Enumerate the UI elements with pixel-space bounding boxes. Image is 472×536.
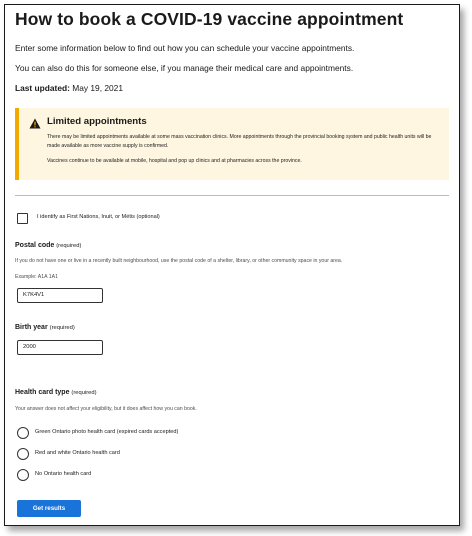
health-card-option-red-white[interactable]: Red and white Ontario health card [35,450,120,456]
health-card-radio-green[interactable] [17,427,29,439]
last-updated-value: May 19, 2021 [72,83,123,93]
alert-text-2: Vaccines continue to be available at mobile, hospital and pop up clinics and at pharmacies across the province. [47,158,302,164]
health-card-option-none[interactable]: No Ontario health card [35,471,92,477]
health-card-hint: Your answer does not affect your eligibility, but it does affect how you can book. [15,406,197,412]
postal-code-example: Example: A1A 1A1 [15,274,58,280]
intro-text-2: You can also do this for someone else, if you manage their medical care and appointments. [15,63,354,73]
limited-appointments-alert [15,108,449,180]
health-card-label [15,389,97,396]
indigenous-checkbox-label[interactable]: I identify as First Nations, Inuit, or Métis (optional) [37,214,160,220]
postal-code-input[interactable]: K7K4V1 [17,288,103,303]
indigenous-checkbox[interactable] [17,213,28,224]
postal-code-label [15,242,81,249]
health-card-radio-none[interactable] [17,469,29,481]
get-results-button[interactable]: Get results [17,500,81,517]
health-card-option-green[interactable]: Green Ontario photo health card (expired cards accepted) [35,429,179,435]
birth-year-label-text: Birth year [15,324,48,331]
postal-code-required: (required) [56,243,82,249]
alert-text-1: There may be limited appointments available at some mass vaccination clinics. More appointments through the provincial booking system and public health units will be made available as more vaccine supply is confirmed. [47,134,432,149]
section-divider [15,195,449,196]
postal-code-hint: If you do not have one or live in a recently built neighbourhood, use the postal code of a shelter, library, or other community space in your area. [15,258,343,264]
health-card-label-text: Health card type [15,389,70,396]
health-card-radio-red-white[interactable] [17,448,29,460]
page-title: How to book a COVID-19 vaccine appointment [15,9,404,29]
intro-text-1: Enter some information below to find out how you can schedule your vaccine appointments. [15,43,355,53]
birth-year-input[interactable]: 2000 [17,340,103,355]
last-updated [15,83,123,93]
postal-code-label-text: Postal code [15,242,55,249]
alert-title: Limited appointments [47,116,147,127]
birth-year-label [15,324,75,331]
birth-year-required: (required) [49,325,75,331]
health-card-required: (required) [71,390,97,396]
warning-icon [29,118,41,129]
browser-frame [4,4,460,526]
last-updated-label: Last updated: [15,83,70,93]
